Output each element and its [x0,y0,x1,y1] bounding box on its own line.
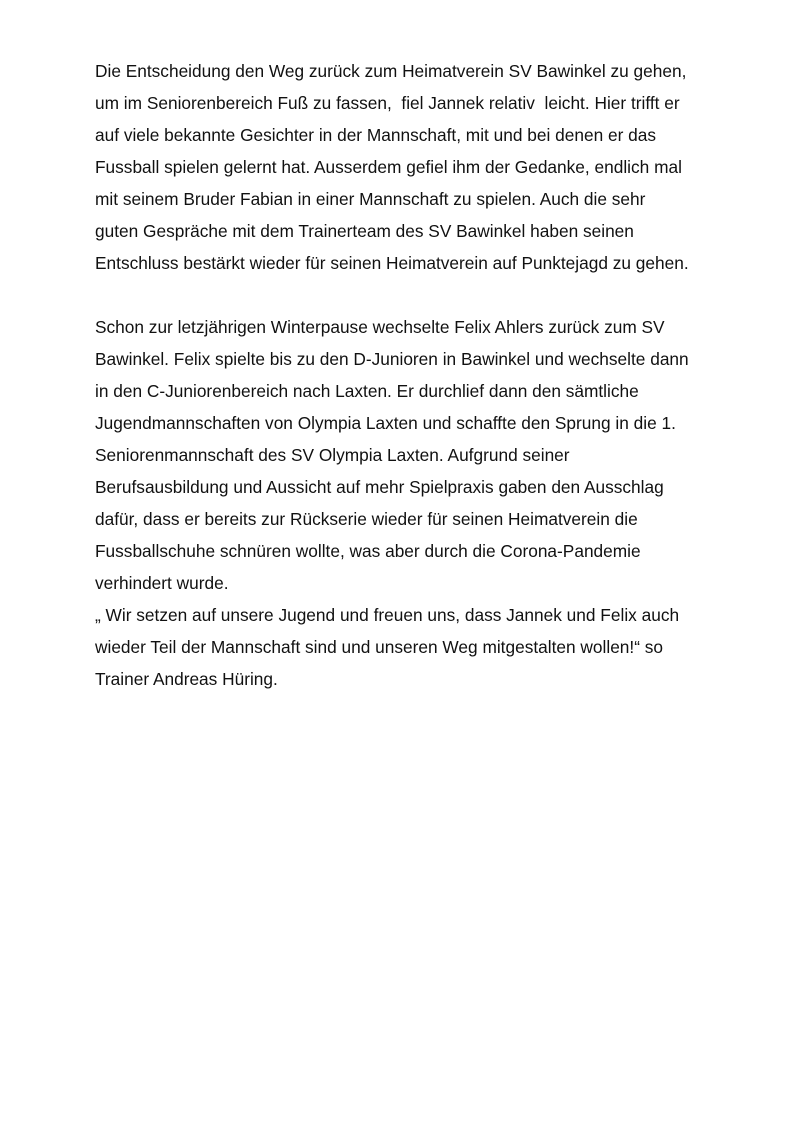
text-line: Entschluss bestärkt wieder für seinen Heimatverein auf Punktejagd zu gehen. [95,253,689,273]
text-line: mit seinem Bruder Fabian in einer Mannschaft zu spielen. Auch die sehr [95,189,646,209]
text-line: Schon zur letzjährigen Winterpause wechselte Felix Ahlers zurück zum SV [95,317,665,337]
text-line: verhindert wurde. [95,573,229,593]
paragraph-felix [95,311,755,695]
text-line: Fussball spielen gelernt hat. Ausserdem gefiel ihm der Gedanke, endlich mal [95,157,682,177]
text-line: „ Wir setzen auf unsere Jugend und freuen uns, dass Jannek und Felix auch [95,605,680,625]
text-line: dafür, dass er bereits zur Rückserie wieder für seinen Heimatverein die [95,509,638,529]
text-line: Bawinkel. Felix spielte bis zu den D-Junioren in Bawinkel und wechselte dann [95,349,689,369]
paragraph-jannek [95,55,755,279]
text-line: Seniorenmannschaft des SV Olympia Laxten. Aufgrund seiner [95,445,570,465]
text-line: Die Entscheidung den Weg zurück zum Heimatverein SV Bawinkel zu gehen, [95,61,687,81]
article-body [95,55,755,695]
text-line: Berufsausbildung und Aussicht auf mehr Spielpraxis gaben den Ausschlag [95,477,664,497]
text-line: wieder Teil der Mannschaft sind und unseren Weg mitgestalten wollen!“ so [95,637,664,657]
text-line: Trainer Andreas Hüring. [95,669,278,689]
text-line: um im Seniorenbereich Fuß zu fassen, fiel Jannek relativ leicht. Hier trifft er [95,93,680,113]
text-line: Jugendmannschaften von Olympia Laxten und schaffte den Sprung in die 1. [95,413,676,433]
text-line: guten Gespräche mit dem Trainerteam des SV Bawinkel haben seinen [95,221,634,241]
paragraph-gap [95,279,755,311]
text-line: in den C-Juniorenbereich nach Laxten. Er durchlief dann den sämtliche [95,381,639,401]
text-line: Fussballschuhe schnüren wollte, was aber durch die Corona-Pandemie [95,541,641,561]
text-line: auf viele bekannte Gesichter in der Mannschaft, mit und bei denen er das [95,125,657,145]
